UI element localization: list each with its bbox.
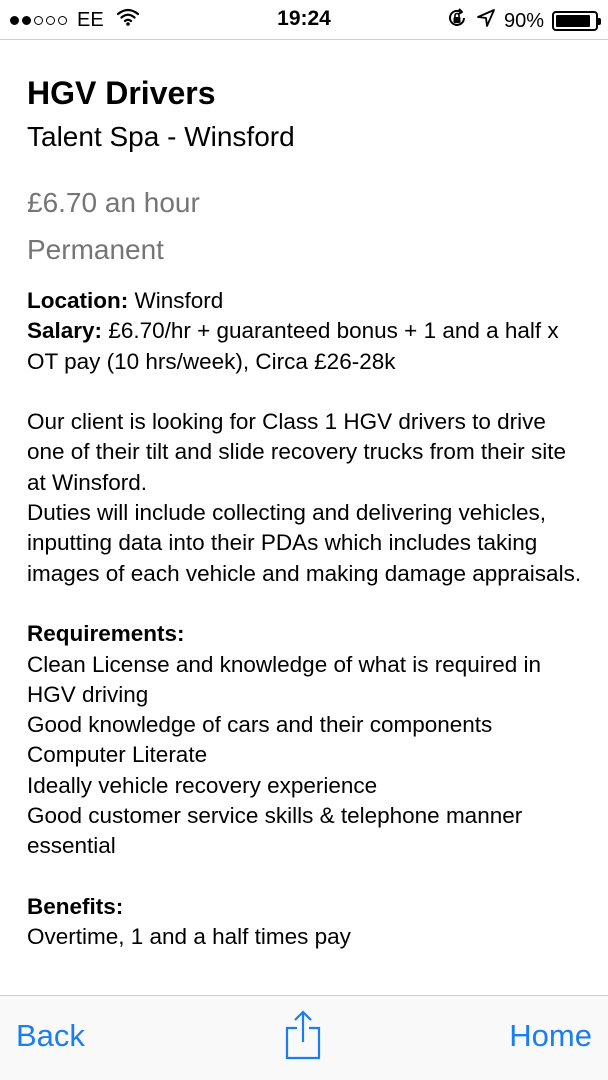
job-detail-content[interactable] [27, 40, 587, 995]
description-paragraph: Duties will include collecting and delivering vehicles, inputting data into their PDAs which includes taking images of each vehicle and making damage appraisals. [27, 500, 582, 586]
salary-detail-line [27, 316, 587, 377]
requirement-item: Good knowledge of cars and their components [27, 712, 493, 738]
battery-fill [556, 15, 590, 27]
salary-value: £6.70/hr + guaranteed bonus + 1 and a half x OT pay (10 hrs/week), Circa £26-28k [27, 318, 559, 374]
share-icon[interactable] [284, 1010, 322, 1060]
battery-icon [552, 11, 598, 31]
location-line [27, 286, 587, 316]
benefit-item: Overtime, 1 and a half times pay [27, 924, 351, 950]
salary-label: Salary: [27, 318, 103, 344]
requirements-heading [27, 619, 587, 649]
requirement-item: Computer Literate [27, 742, 208, 768]
requirement-item: Clean License and knowledge of what is required in HGV driving [27, 651, 542, 707]
battery-percent: 90% [503, 9, 544, 32]
location-value: Winsford [128, 288, 224, 313]
orientation-lock-icon [446, 7, 468, 35]
requirement-item: Good customer service skills & telephone manner essential [27, 803, 523, 859]
benefits-heading [27, 892, 587, 922]
location-arrow-icon [476, 8, 496, 34]
status-bar-right [446, 7, 598, 35]
status-time: 19:24 [277, 7, 331, 30]
location-label: Location: [27, 288, 129, 313]
salary-summary: £6.70 an hour [27, 187, 200, 218]
carrier-name: EE [77, 8, 104, 31]
benefits-heading-text: Benefits: [27, 893, 124, 919]
job-type: Permanent [27, 234, 164, 265]
back-button[interactable]: Back [16, 1018, 85, 1053]
job-description [27, 286, 587, 953]
description-paragraph: Our client is looking for Class 1 HGV drivers to drive one of their tilt and slide recovery trucks from their site at Winsford. [27, 409, 566, 495]
job-title: HGV Drivers [27, 75, 216, 111]
company-name: Talent Spa - Winsford [27, 121, 295, 152]
status-bar [0, 0, 608, 40]
requirements-heading-text: Requirements: [27, 621, 185, 647]
requirement-item: Ideally vehicle recovery experience [27, 772, 378, 798]
bottom-toolbar [0, 995, 608, 1080]
battery-tip [598, 18, 601, 25]
home-button[interactable]: Home [509, 1018, 592, 1053]
